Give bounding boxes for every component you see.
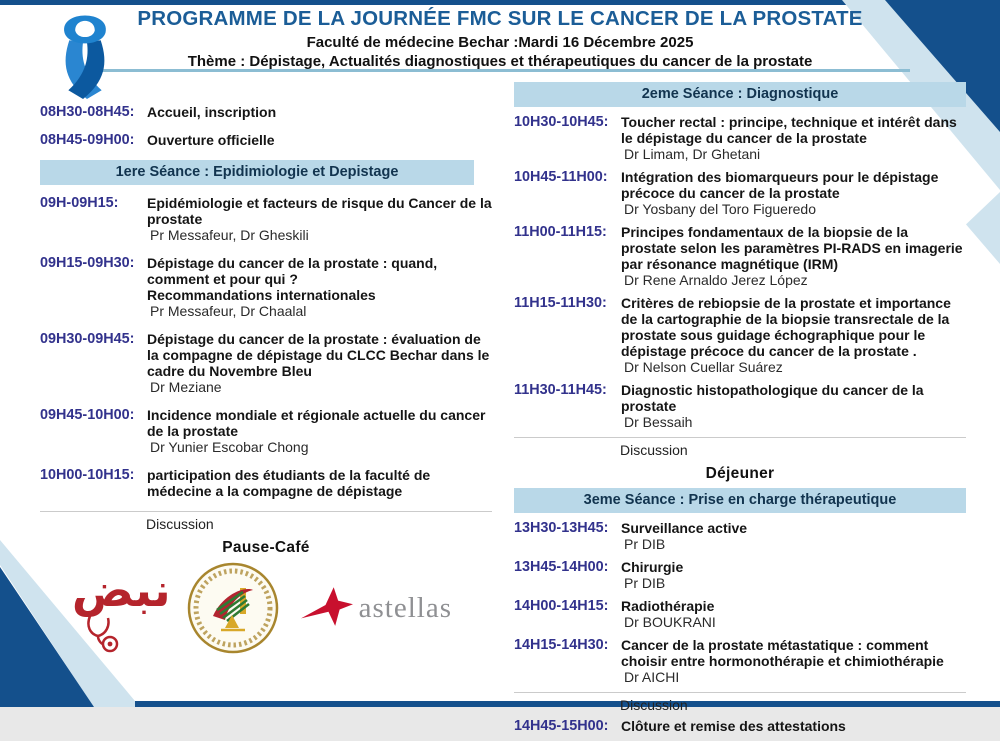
entry-body: [621, 382, 966, 430]
entry-time: 10H45-11H00:: [514, 169, 608, 185]
discussion-label: Discussion: [620, 442, 688, 458]
schedule-entry: [514, 382, 966, 430]
entry-title: Accueil, inscription: [147, 104, 277, 120]
entry-time: 08H30-08H45:: [40, 104, 135, 120]
entry-speaker: Dr Yunier Escobar Chong: [150, 439, 309, 455]
schedule-column-right: [514, 80, 966, 741]
entry-title: Chirurgie: [621, 559, 684, 575]
header-block: [110, 8, 890, 70]
schedule-entry: [514, 637, 966, 685]
schedule-entry: [40, 467, 492, 499]
entry-speaker: Dr Rene Arnaldo Jerez López: [624, 272, 808, 288]
session-label: 2eme Séance : Diagnostique: [641, 86, 839, 102]
discussion-row: [514, 692, 966, 715]
entry-speaker: Pr DIB: [624, 575, 666, 591]
entry-time: 11H00-11H15:: [514, 224, 607, 240]
entry-title: Intégration des biomarqueurs pour le dépistage précoce du cancer de la prostate: [621, 169, 939, 201]
entry-title: Surveillance active: [621, 520, 748, 536]
astellas-logo: [301, 586, 452, 630]
entry-body: [621, 637, 966, 685]
entry-title: Epidémiologie et facteurs de risque du Cancer de la prostate: [147, 195, 492, 227]
entry-time: 11H30-11H45:: [514, 382, 607, 398]
header-subtitle: Faculté de médecine Bechar :Mardi 16 Décembre 2025: [306, 34, 694, 51]
entry-body: [147, 132, 492, 148]
university-seal-logo: [187, 562, 279, 654]
astellas-wordmark: astellas: [358, 591, 452, 624]
entry-speaker: Dr AICHI: [624, 669, 680, 685]
entry-speaker: Dr Meziane: [150, 379, 222, 395]
break-row: [514, 463, 966, 486]
schedule-entry: [514, 114, 966, 162]
schedule-entry: [514, 520, 966, 552]
right-edge-pale-chip: [966, 192, 1000, 264]
schedule-entry: [40, 104, 492, 120]
schedule-entry: [514, 718, 966, 734]
nabd-arabic-logo: [71, 562, 171, 654]
entry-speaker: Pr Messafeur, Dr Gheskili: [150, 227, 309, 243]
session-header: [514, 82, 966, 107]
entry-body: [147, 195, 492, 243]
schedule-column-left: [40, 104, 492, 560]
entry-body: [147, 331, 492, 395]
entry-speaker: Dr Limam, Dr Ghetani: [624, 146, 761, 162]
entry-time: 14H00-14H15:: [514, 598, 609, 614]
stethoscope-icon: [82, 614, 122, 654]
entry-title: Cancer de la prostate métastatique : comment choisir entre hormonothérapie et chimiothérapie: [621, 637, 944, 669]
nabd-arabic-text: نبض: [71, 563, 171, 617]
schedule-entry: [40, 132, 492, 148]
entry-title: Principes fondamentaux de la biopsie de la prostate selon les paramètres PI-RADS en imagerie par résonance magnétique (IRM): [621, 224, 963, 272]
entry-time: 09H30-09H45:: [40, 331, 135, 347]
entry-time: 13H45-14H00:: [514, 559, 609, 575]
entry-speaker: Dr BOUKRANI: [624, 614, 716, 630]
entry-body: [621, 169, 966, 217]
entry-speaker: Pr Messafeur, Dr Chaalal: [150, 303, 307, 319]
entry-title: Dépistage du cancer de la prostate : évaluation de la compagne de dépistage du CLCC Bechar dans le cadre du Novembre Bleu: [147, 331, 490, 379]
break-label: Pause-Café: [222, 539, 310, 556]
schedule-entry: [514, 598, 966, 630]
session-header: [40, 160, 474, 185]
discussion-label: Discussion: [146, 516, 214, 532]
entry-body: [147, 255, 492, 319]
entry-time: 14H45-15H00:: [514, 718, 609, 734]
schedule-entry: [40, 195, 492, 243]
entry-time: 09H45-10H00:: [40, 407, 135, 423]
schedule-entry: [514, 169, 966, 217]
schedule-entry: [40, 255, 492, 319]
entry-time: 13H30-13H45:: [514, 520, 609, 536]
entry-time: 09H15-09H30:: [40, 255, 135, 271]
break-label: Déjeuner: [705, 465, 775, 482]
entry-time: 10H30-10H45:: [514, 114, 609, 130]
entry-body: [147, 104, 492, 120]
discussion-label: Discussion: [620, 697, 688, 713]
schedule-entry: [514, 224, 966, 288]
entry-body: [621, 114, 966, 162]
entry-title: participation des étudiants de la faculté de médecine a la compagne de dépistage: [147, 467, 431, 499]
session-label: 3eme Séance : Prise en charge thérapeutique: [583, 492, 897, 508]
entry-title: Recommandations internationales: [147, 287, 376, 303]
entry-body: [621, 295, 966, 375]
astellas-star-icon: [301, 586, 353, 630]
entry-body: [621, 598, 966, 630]
entry-body: [147, 407, 492, 455]
entry-time: 08H45-09H00:: [40, 132, 135, 148]
entry-body: [621, 520, 966, 552]
entry-body: [621, 559, 966, 591]
entry-time: 10H00-10H15:: [40, 467, 135, 483]
entry-title: Dépistage du cancer de la prostate : quand, comment et pour qui ?: [147, 255, 438, 287]
discussion-row: [40, 511, 492, 534]
entry-title: Toucher rectal : principe, technique et intérêt dans le dépistage du cancer de la prostate: [621, 114, 957, 146]
entry-title: Critères de rebiopsie de la prostate et importance de la cartographie de la biopsie transrectale de la prostate sous guidage échographique pour le dépistage précoce du cancer de la prostate .: [621, 295, 951, 359]
session-label: 1ere Séance : Epidimiologie et Depistage: [115, 164, 399, 180]
schedule-entry: [514, 295, 966, 375]
entry-time: 14H15-14H30:: [514, 637, 609, 653]
entry-body: [621, 224, 966, 288]
entry-time: 11H15-11H30:: [514, 295, 607, 311]
sponsor-logos-row: [71, 556, 452, 660]
entry-speaker: Dr Bessaih: [624, 414, 693, 430]
entry-speaker: Pr DIB: [624, 536, 666, 552]
entry-title: Radiothérapie: [621, 598, 715, 614]
schedule-entry: [40, 331, 492, 395]
discussion-row: [514, 437, 966, 460]
entry-title: Diagnostic histopathologique du cancer de la prostate: [621, 382, 924, 414]
entry-speaker: Dr Yosbany del Toro Figueredo: [624, 201, 816, 217]
entry-speaker: Dr Nelson Cuellar Suárez: [624, 359, 783, 375]
entry-title: Clôture et remise des attestations: [621, 718, 846, 734]
entry-body: [147, 467, 492, 499]
entry-title: Incidence mondiale et régionale actuelle du cancer de la prostate: [147, 407, 486, 439]
entry-time: 09H-09H15:: [40, 195, 119, 211]
schedule-entry: [514, 559, 966, 591]
session-header: [514, 488, 966, 513]
entry-title: Ouverture officielle: [147, 132, 275, 148]
page-title: PROGRAMME DE LA JOURNÉE FMC SUR LE CANCER DE LA PROSTATE: [137, 7, 863, 30]
schedule-entry: [40, 407, 492, 455]
header-theme: Thème : Dépistage, Actualités diagnostiques et thérapeutiques du cancer de la prostate: [187, 53, 813, 70]
entry-body: [621, 718, 966, 734]
